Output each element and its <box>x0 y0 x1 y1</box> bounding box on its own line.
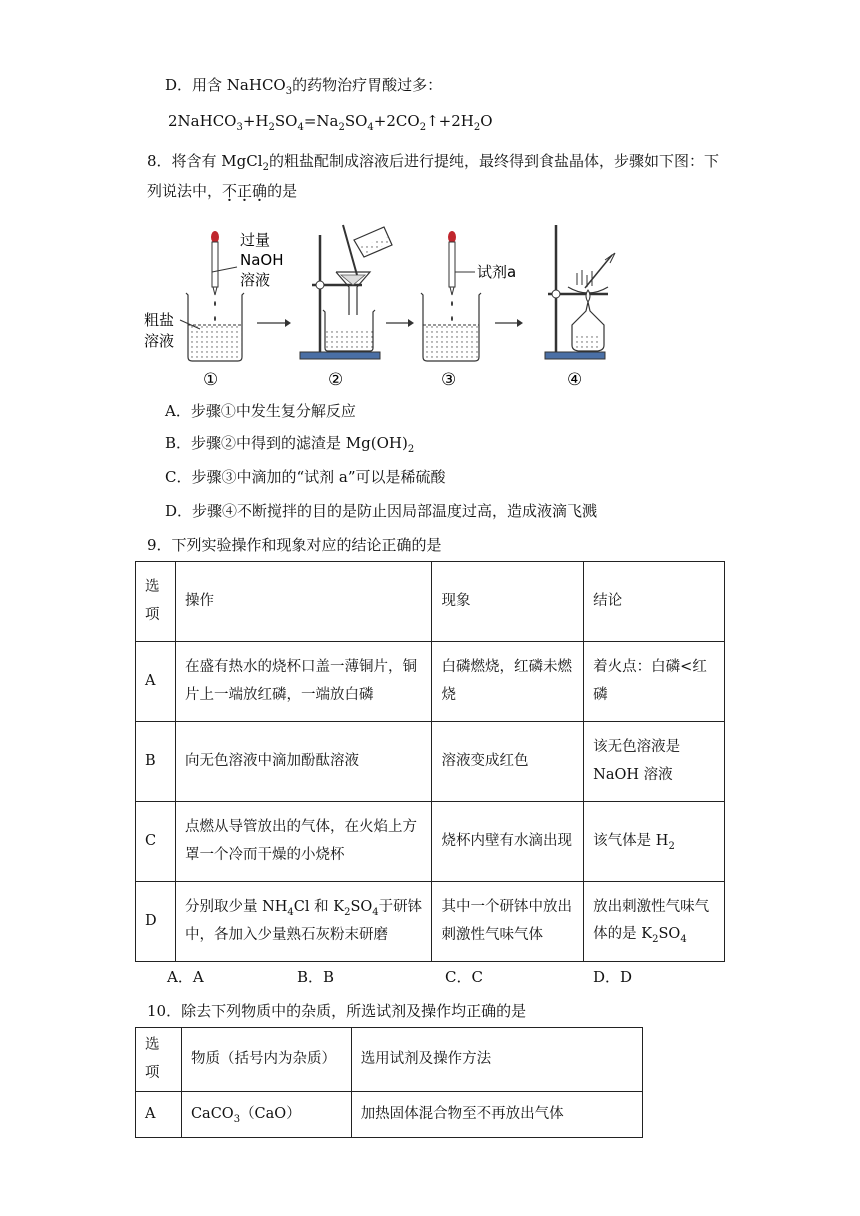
q7-equation <box>168 112 493 133</box>
eq-part: =Na <box>303 112 339 130</box>
cell-text: 于研钵中，各加入少量熟石灰粉末研磨 <box>184 898 423 943</box>
cell-text: 该气体是 H <box>593 832 669 849</box>
cell-option: B <box>136 722 176 802</box>
cell-option: D <box>136 882 176 962</box>
header-method: 选用试剂及操作方法 <box>351 1028 642 1092</box>
cell-operation <box>175 882 431 962</box>
sub: 2 <box>652 934 659 946</box>
label-naoh-3: 溶液 <box>240 271 271 289</box>
dropper-tube <box>212 242 218 287</box>
dropper-tube <box>449 242 455 287</box>
header-conclusion: 结论 <box>584 562 725 642</box>
label-reagent-a: 试剂a <box>477 263 517 281</box>
eq-part: ↑+2H <box>426 112 474 130</box>
cell-conclusion: 该无色溶液是 NaOH 溶液 <box>584 722 725 802</box>
label-naoh-1: 过量 <box>240 231 271 249</box>
sub: 2 <box>344 906 351 918</box>
header-option <box>136 562 176 642</box>
step4-apparatus <box>545 225 615 359</box>
step-number: ③ <box>441 370 457 390</box>
q7-option-d-text: D．用含 NaHCO <box>165 76 286 94</box>
cell-conclusion: 着火点：白磷<红磷 <box>584 642 725 722</box>
table-row <box>136 1028 643 1092</box>
q7-option-d <box>165 74 442 97</box>
glass-rod <box>585 255 612 288</box>
cell-text: SO <box>658 926 681 943</box>
q9-table <box>135 561 725 962</box>
cell-operation: 向无色溶液中滴加酚酞溶液 <box>175 722 431 802</box>
eq-part: +H <box>242 112 269 130</box>
q9-answer-a: A．A <box>167 968 204 986</box>
q9-stem: 9．下列实验操作和现象对应的结论正确的是 <box>147 536 442 554</box>
cell-option: A <box>136 1092 182 1138</box>
q8-stem-line1 <box>147 150 719 173</box>
table-row <box>136 882 725 962</box>
sub: 2 <box>338 122 345 133</box>
cell-option: A <box>136 642 176 722</box>
cell-phenomenon: 其中一个研钵中放出刺激性气味气体 <box>432 882 584 962</box>
step-number: ② <box>328 370 344 390</box>
sub: 2 <box>268 122 275 133</box>
cell-text: Cl 和 K <box>293 898 345 915</box>
step1-apparatus <box>144 231 284 361</box>
q10-stem: 10．除去下列物质中的杂质，所选试剂及操作均正确的是 <box>147 1002 527 1020</box>
cell-text: 放出刺激性气味气体的是 K <box>593 898 710 943</box>
eq-part: SO <box>344 112 368 130</box>
q9-answer-b: B．B <box>297 968 335 986</box>
table-row <box>136 642 725 722</box>
eq-part: O <box>480 112 493 130</box>
cell-text: 项 <box>145 606 160 623</box>
cell-text: SO <box>350 898 373 915</box>
sub: 2 <box>668 840 675 852</box>
cell-phenomenon: 烧杯内壁有水滴出现 <box>432 802 584 882</box>
table-row <box>136 722 725 802</box>
glass-rod <box>343 225 357 275</box>
sub: 2 <box>473 122 481 133</box>
q8-stem-a: 8．将含有 MgCl <box>147 152 263 170</box>
q9-answer-d: D．D <box>593 968 633 986</box>
sub: 3 <box>236 122 243 133</box>
table-row <box>136 562 725 642</box>
sub: 4 <box>680 934 687 946</box>
sub: 3 <box>233 1113 241 1125</box>
q8-option-d: D．步骤④不断搅拌的目的是防止因局部温度过高，造成液滴飞溅 <box>165 502 598 520</box>
sub: 4 <box>372 906 379 918</box>
step-number: ④ <box>567 370 583 390</box>
sub: 2 <box>419 122 427 133</box>
table-row <box>136 802 725 882</box>
q8-option-b-text: B．步骤②中得到的滤渣是 Mg(OH) <box>165 434 408 452</box>
sub: 2 <box>407 444 415 455</box>
emphasis-char: 确 <box>252 182 268 200</box>
cell-phenomenon: 白磷燃烧，红磷未燃烧 <box>432 642 584 722</box>
q7-option-d-tail: 的药物治疗胃酸过多： <box>292 76 443 94</box>
stand-base <box>545 352 605 359</box>
cell-operation: 在盛有热水的烧杯口盖一薄铜片，铜片上一端放红磷，一端放白磷 <box>175 642 431 722</box>
sub: 4 <box>287 906 294 918</box>
header-option: 选项 <box>136 1028 182 1092</box>
q8-option-a: A．步骤①中发生复分解反应 <box>165 402 356 420</box>
cell-substance <box>181 1092 351 1138</box>
label-salt-2: 溶液 <box>144 332 175 350</box>
cell-text: CaCO <box>190 1105 234 1122</box>
header-operation: 操作 <box>175 562 431 642</box>
q9-answer-c: C．C <box>445 968 483 986</box>
emphasis-char: 不 <box>222 182 238 200</box>
cell-text: 选 <box>145 578 160 595</box>
sub: 4 <box>367 122 374 133</box>
header-phenomenon: 现象 <box>432 562 584 642</box>
sub: 4 <box>297 122 304 133</box>
cell-conclusion <box>584 882 725 962</box>
cell-method: 加热固体混合物至不再放出气体 <box>351 1092 642 1138</box>
cell-text: 分别取少量 NH <box>184 898 288 915</box>
eq-part: SO <box>274 112 298 130</box>
table-row <box>136 1092 643 1138</box>
cell-option: C <box>136 802 176 882</box>
eq-part: 2NaHCO <box>168 112 237 130</box>
cell-text: （CaO） <box>240 1105 301 1122</box>
step-number: ① <box>203 370 219 390</box>
step3-apparatus <box>421 231 516 361</box>
stand-base <box>300 352 380 359</box>
q8-stem-b: 的粗盐配制成溶液后进行提纯，最终得到食盐晶体，步骤如下图：下 <box>268 152 719 170</box>
step2-apparatus <box>300 225 392 359</box>
label-naoh-2: NaOH <box>240 251 284 269</box>
emphasis-char: 正 <box>237 182 253 200</box>
sub: 3 <box>285 86 293 97</box>
q8-option-b <box>165 432 414 455</box>
sub: 2 <box>262 162 269 173</box>
cell-phenomenon: 溶液变成红色 <box>432 722 584 802</box>
q8-stem-d: 的是 <box>267 182 298 200</box>
label-salt-1: 粗盐 <box>144 311 175 329</box>
q10-table <box>135 1027 643 1138</box>
dropper-bulb <box>211 231 219 243</box>
q8-stem-line2 <box>147 180 297 201</box>
cell-operation: 点燃从导管放出的气体，在火焰上方罩一个冷而干燥的小烧杯 <box>175 802 431 882</box>
q8-figure <box>140 215 620 390</box>
dropper-bulb <box>448 231 456 243</box>
eq-part: +2CO <box>373 112 420 130</box>
solution <box>188 325 242 360</box>
cell-conclusion <box>584 802 725 882</box>
q8-stem-c: 列说法中， <box>147 182 223 200</box>
q8-option-c: C．步骤③中滴加的“试剂 a”可以是稀硫酸 <box>165 468 446 486</box>
header-substance: 物质（括号内为杂质） <box>181 1028 351 1092</box>
